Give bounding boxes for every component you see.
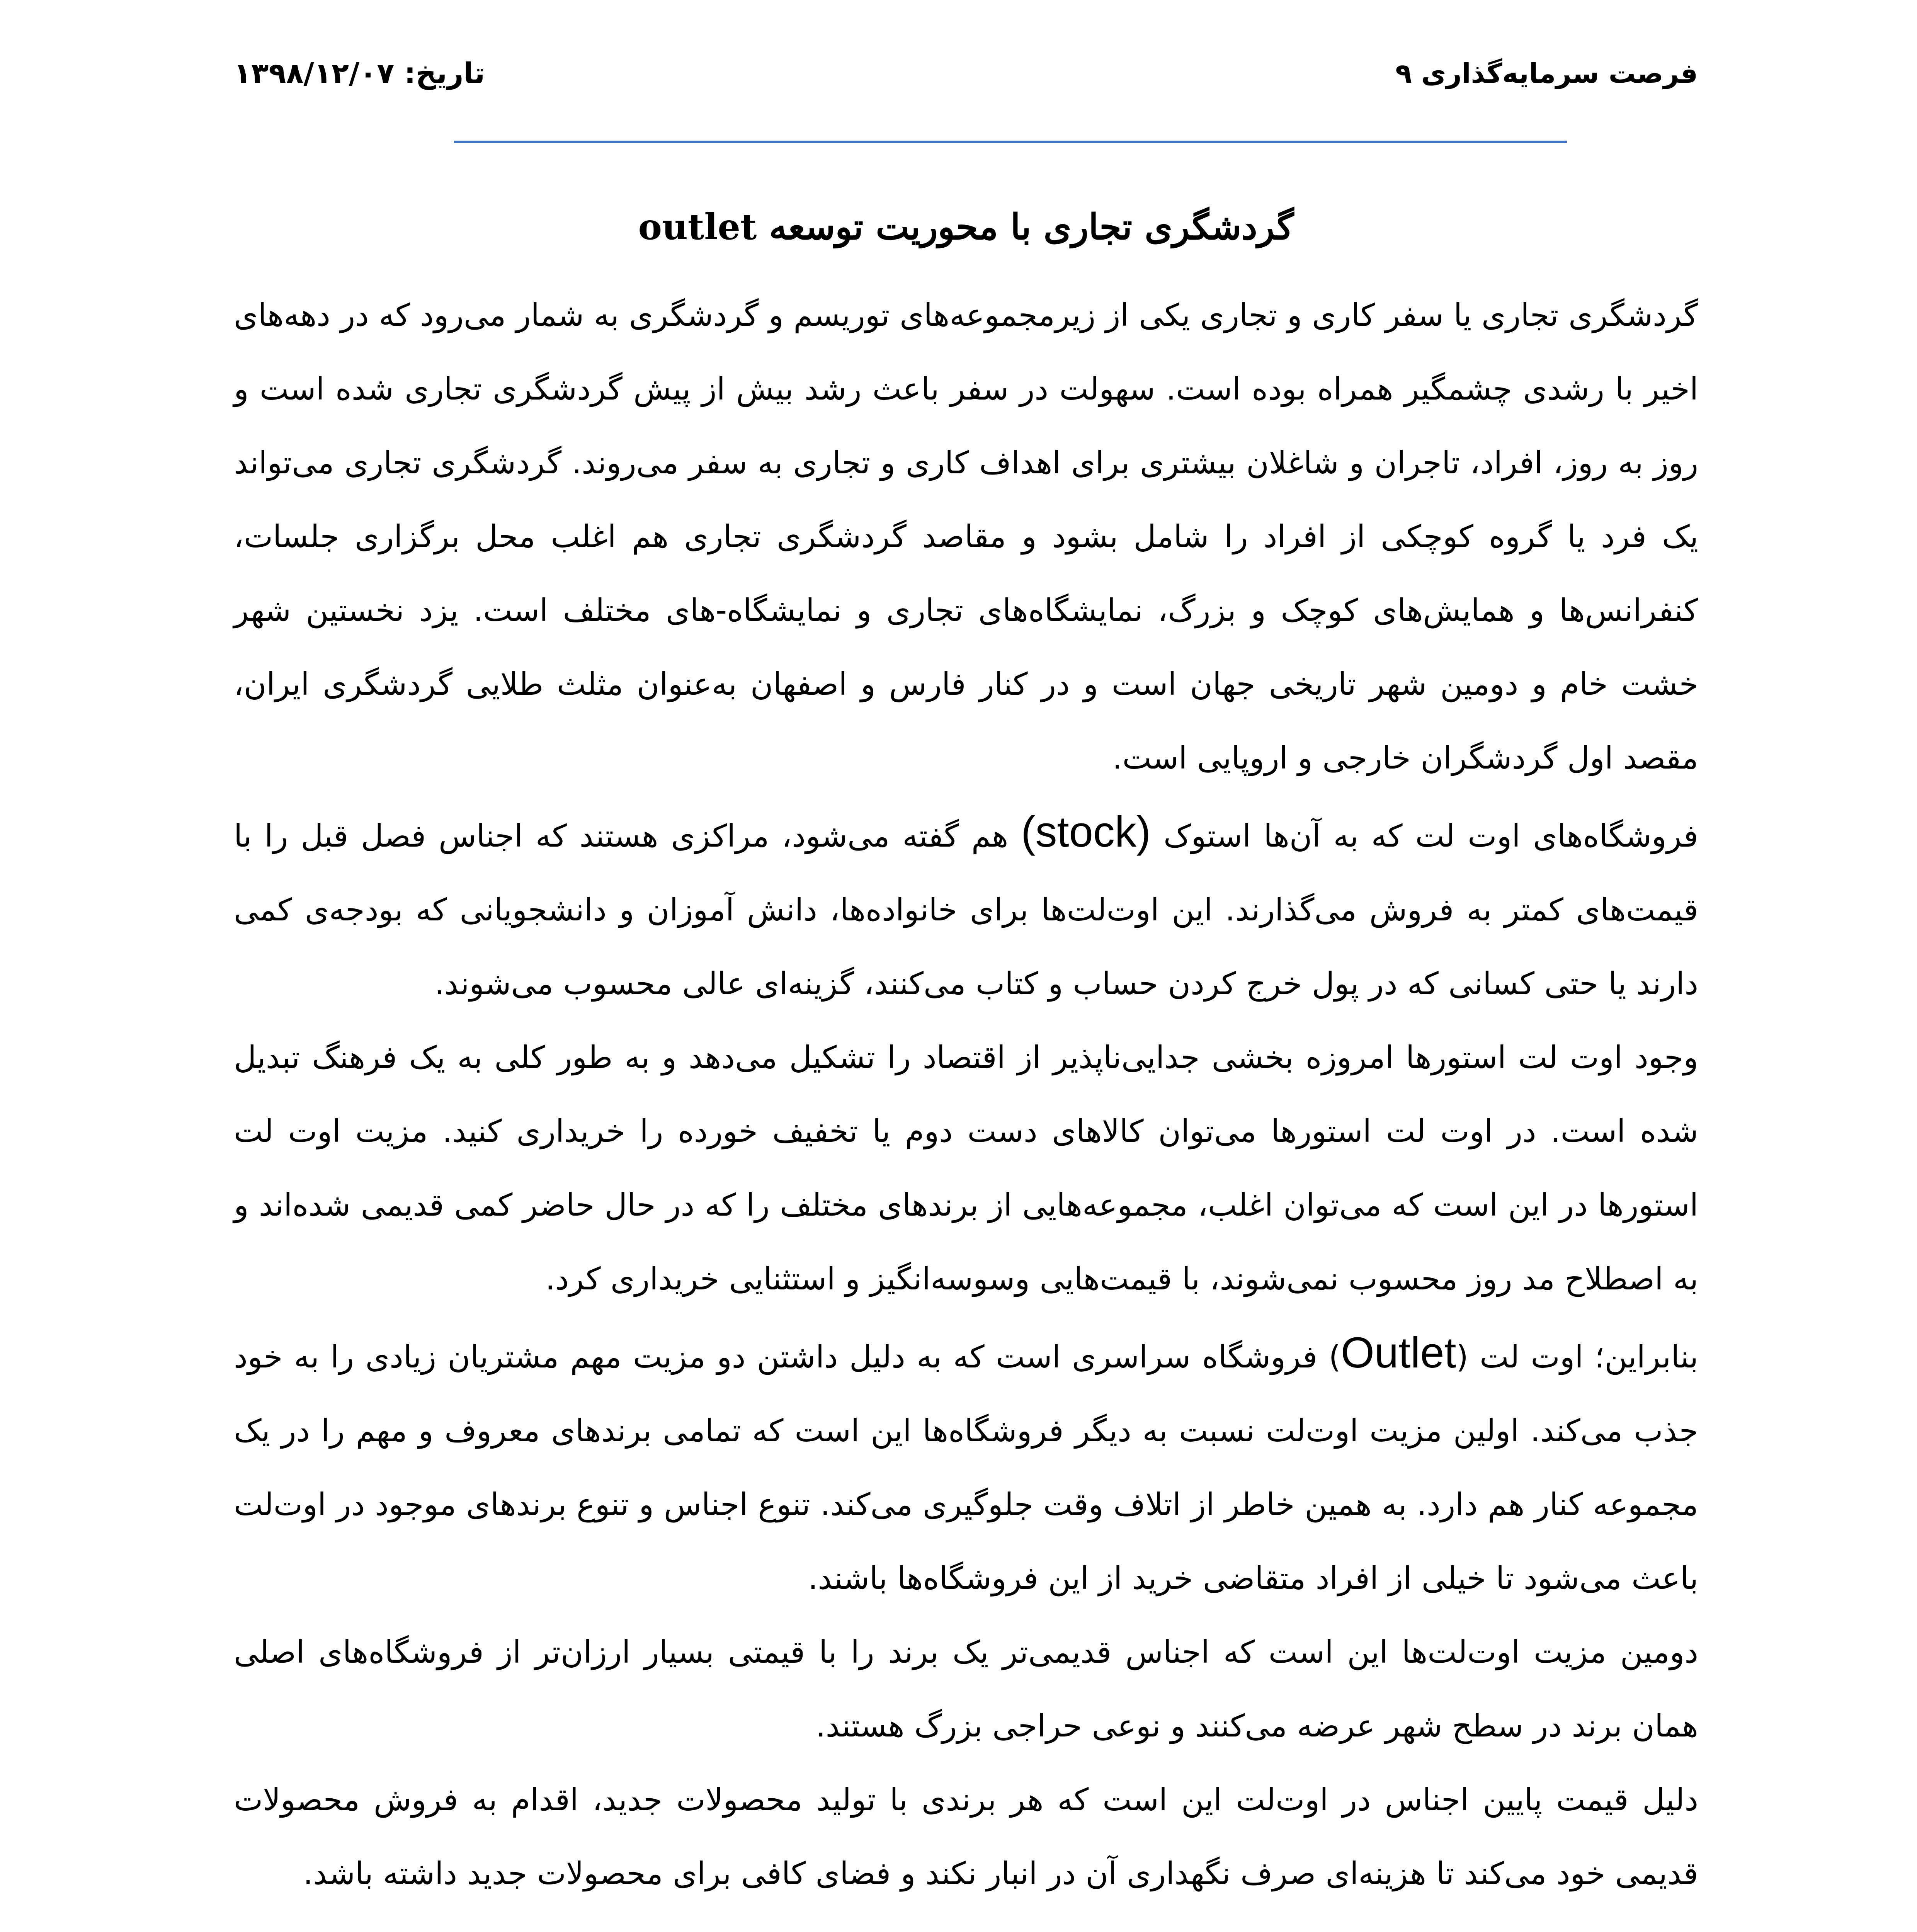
- document-title: گردشگری تجاری با محوریت توسعه outlet: [638, 206, 1294, 248]
- paragraph-outlet-before: بنابراین؛ اوت لت (: [1456, 1339, 1698, 1375]
- paragraph-low-price: دلیل قیمت پایین اجناس در اوت‌لت این است که هر برندی با تولید محصولات جدید، اقدام به فروش محصولات قدیمی خود می‌کند تا هزینه‌ای صرف نگهداری آن در انبار نکند و فضای کافی برای محصولات جدید داشته باشد.: [234, 1782, 1698, 1891]
- paragraph-stock-before: فروشگاه‌های اوت لت که به آن‌ها استوک: [1151, 818, 1698, 854]
- paragraph-second-advantage: دومین مزیت اوت‌لت‌ها این است که اجناس قدیمی‌تر یک برند را با قیمتی بسیار ارزان‌تر از فروشگاه‌های اصلی همان برند در سطح شهر عرضه می‌کنند و نوعی حراجی بزرگ هستند.: [234, 1634, 1698, 1744]
- header-rule: [454, 141, 1567, 143]
- stock-term: (stock): [1021, 808, 1151, 856]
- paragraph-outlet: [234, 1316, 1698, 1615]
- document-body: [234, 278, 1698, 1910]
- paragraph-intro: گردشگری تجاری یا سفر کاری و تجاری یکی از زیرمجموعه‌های توریسم و گردشگری به شمار می‌رود که در دهه‌های اخیر با رشدی چشمگیر همراه بوده است. سهولت در سفر باعث رشد بیش از پیش گردشگری تجاری شده است و روز به روز، افراد، تاجران و شاغلان بیشتری برای اهداف کاری و تجاری به سفر می‌روند. گردشگری تجاری می‌تواند یک فرد یا گروه کوچکی از افراد را شامل بشود و مقاصد گردشگری تجاری هم اغلب محل برگزاری جلسات، کنفرانس‌ها و همایش‌های کوچک و بزرگ، نمایشگاه‌های تجاری و نمایشگاه-های مختلف است. یزد نخستین شهر خشت خام و دومین شهر تاریخی جهان است و در کنار فارس و اصفهان به‌عنوان مثلث طلایی گردشگری ایران، مقصد اول گردشگران خارجی و اروپایی است.: [234, 297, 1698, 776]
- header-date: تاریخ: ۱۳۹۸/۱۲/۰۷: [234, 57, 485, 90]
- paragraph-outlet-after: ) فروشگاه سراسری است که به دلیل داشتن دو مزیت مهم مشتریان زیادی را به خود جذب می‌کند. اولین مزیت اوت‌لت نسبت به دیگر فروشگاه‌ها این است که تمامی برندهای معروف و مهم را در یک مجموعه کنار هم دارد. به همین خاطر از اتلاف وقت جلوگیری می‌کند. تنوع اجناس و تنوع برندهای موجود در اوت‌لت باعث می‌شود تا خیلی از افراد متقاضی خرید از این فروشگاه‌ها باشند.: [234, 1339, 1698, 1596]
- outlet-term: Outlet: [1340, 1328, 1456, 1377]
- header-series: فرصت سرمایه‌گذاری ۹: [1395, 58, 1698, 89]
- paragraph-outlet-stores: وجود اوت لت استورها امروزه بخشی جدایی‌ناپذیر از اقتصاد را تشکیل می‌دهد و به طور کلی به یک فرهنگ تبدیل شده است. در اوت لت استورها می‌توان کالاهای دست دوم یا تخفیف خورده را خریداری کنید. مزیت اوت لت استورها در این است که می‌توان اغلب، مجموعه‌هایی از برندهای مختلف را که در حال حاضر کمی قدیمی شده‌اند و به اصطلاح مد روز محسوب نمی‌شوند، با قیمت‌هایی وسوسه‌انگیز و استثنایی خریداری کرد.: [234, 1039, 1698, 1297]
- paragraph-stock-after: هم گفته می‌شود، مراکزی هستند که اجناس فصل قبل را با قیمت‌های کمتر به فروش می‌گذارند. این اوت‌لت‌ها برای خانواده‌ها، دانش آموزان و دانشجویانی که بودجه‌ی کمی دارند یا حتی کسانی که در پول خرج کردن حساب و کتاب می‌کنند، گزینه‌ای عالی محسوب می‌شوند.: [234, 818, 1698, 1002]
- paragraph-stock: [234, 795, 1698, 1020]
